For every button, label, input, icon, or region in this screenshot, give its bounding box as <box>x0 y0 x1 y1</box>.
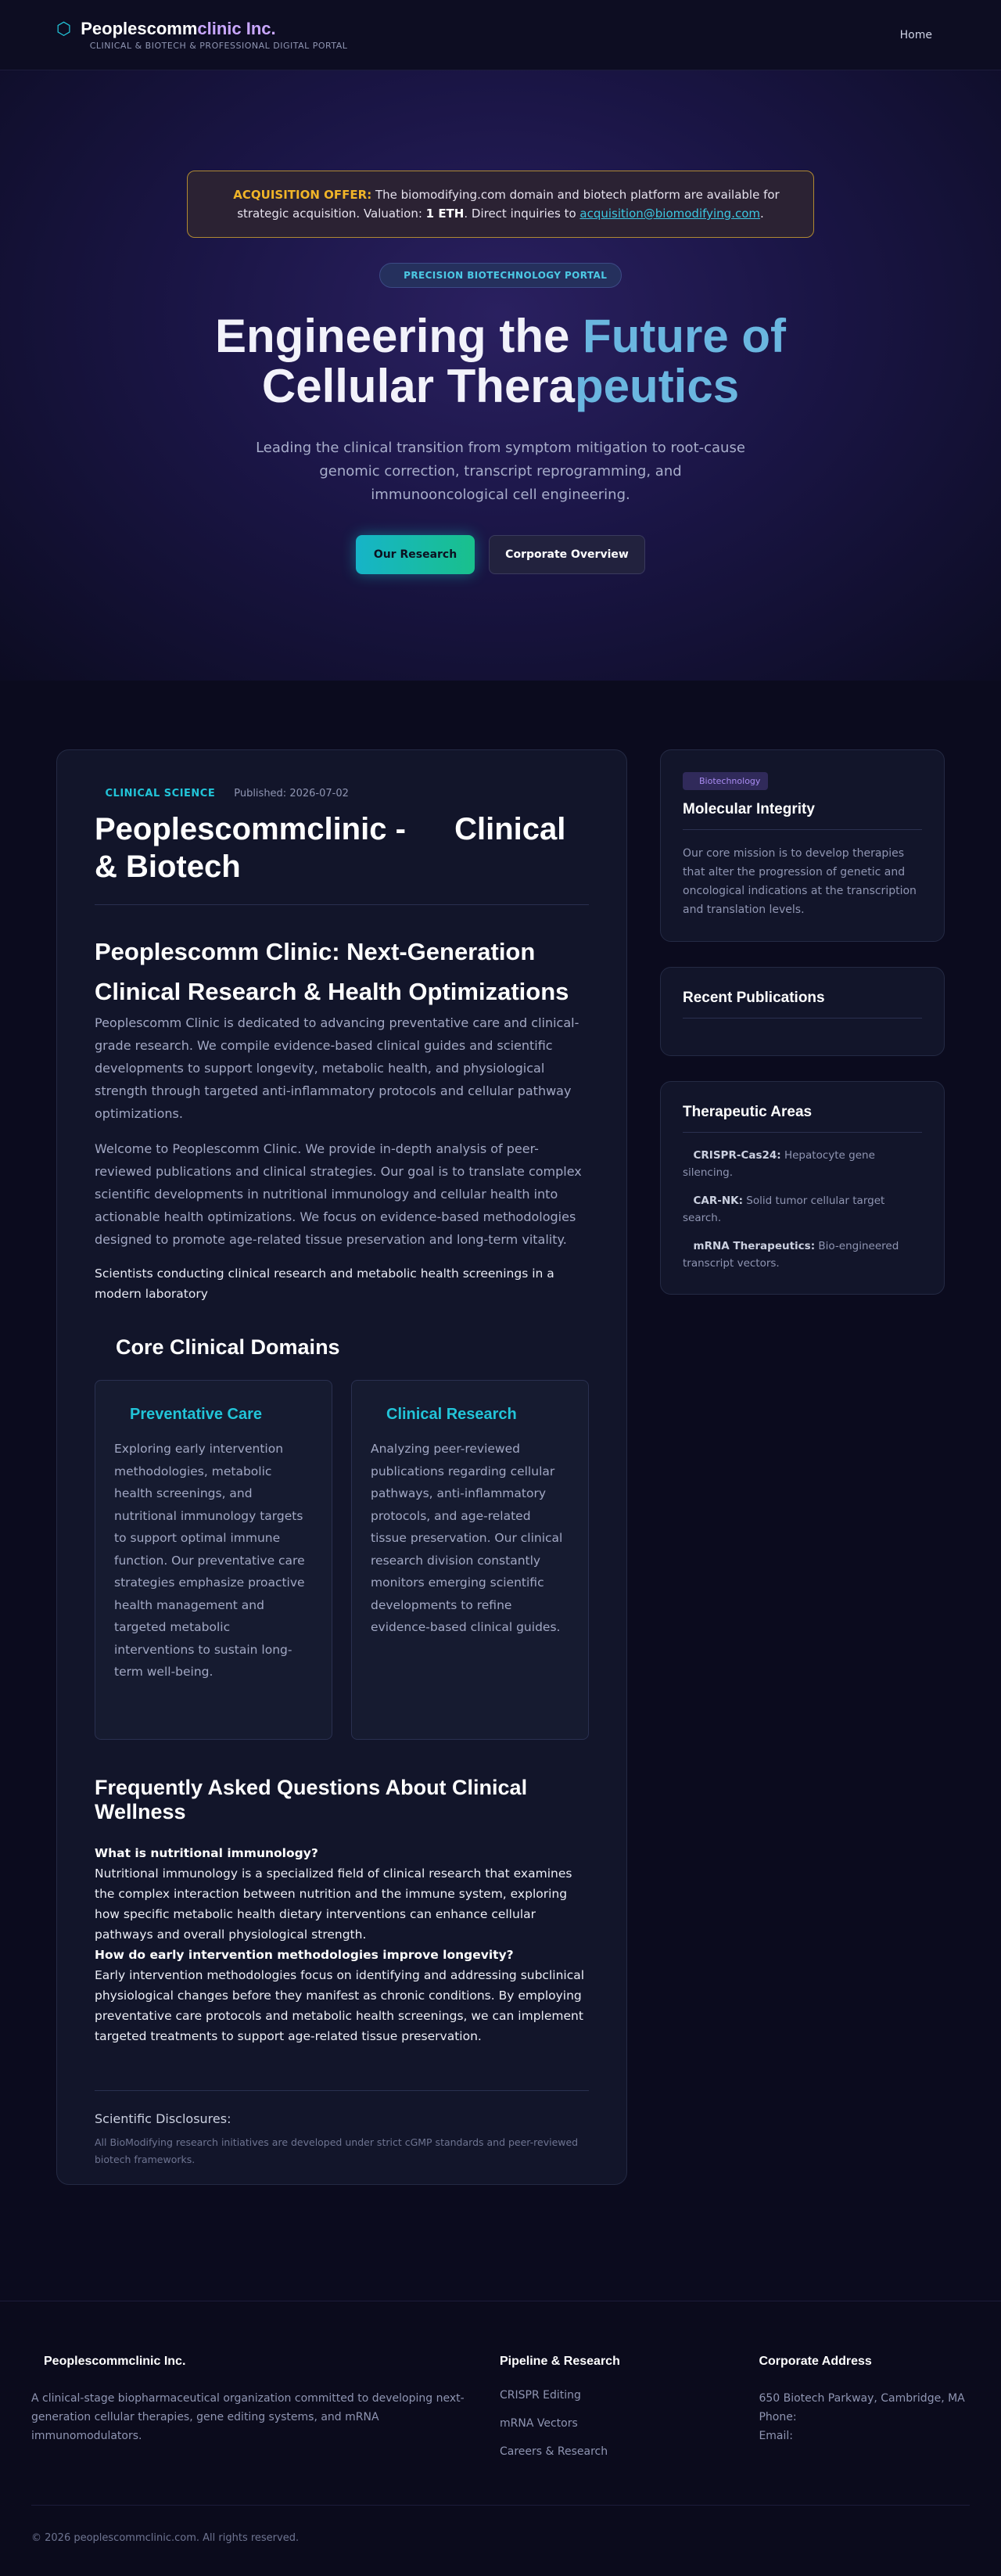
faq-question: What is nutritional immunology? <box>95 1846 318 1860</box>
widget-title: Therapeutic Areas <box>683 1104 922 1133</box>
hero-title-d: peutics <box>575 360 740 412</box>
article-image-alt-text: Scientists conducting clinical research and metabolic health screenings in a modern laboratory <box>95 1266 554 1301</box>
domain-card-title <box>371 1406 569 1424</box>
offer-tag-label: ACQUISITION OFFER: <box>233 188 372 202</box>
article-title: Peoplescommclinic - Clinical & Biotech <box>95 810 589 905</box>
domain-card-title-label: Clinical Research <box>386 1406 517 1423</box>
brand-title-part2: clinic Inc. <box>197 19 276 38</box>
faq-title: Frequently Asked Questions About Clinical Wellness <box>95 1776 528 1823</box>
nav-home-link[interactable]: Home <box>899 28 932 41</box>
domains-title-label: Core Clinical Domains <box>116 1335 340 1359</box>
article-heading: Peoplescomm Clinic: Next-Generation Clinical Research & Health Optimizations <box>95 938 569 1005</box>
hero-title-b: Future of <box>583 310 786 362</box>
faq-answer: Nutritional immunology is a specialized field of clinical research that examines the complex interaction between nutrition and the immune system, exploring how specific metabolic health dietary interventions can enhance cellular pathways and overall physiological strength. <box>95 1866 572 1942</box>
faq-answer: Early intervention methodologies focus on identifying and addressing subclinical physiological changes before they manifest as chronic conditions. By employing preventative care protocols and metabolic health screenings, we can implement targeted treatments to support age-related tissue preservation. <box>95 1968 585 2043</box>
domain-card-clinical-research <box>351 1380 589 1740</box>
copyright: © 2026 peoplescommclinic.com. All rights reserved. <box>31 2505 970 2544</box>
area-desc: Solid tumor cellular target search. <box>683 1195 885 1224</box>
therapeutic-area-item <box>683 1192 922 1227</box>
offer-end: . <box>760 207 764 221</box>
dna-icon: ⬡ <box>56 20 72 39</box>
disclosure-text: All BioModifying research initiatives are developed under strict cGMP standards and peer-reviewed biotech frameworks. <box>95 2136 579 2165</box>
brand-title-part1: Peoplescomm <box>81 19 198 38</box>
footer-address-block <box>759 2389 970 2445</box>
hero-title-c: Cellular Thera <box>261 360 576 412</box>
hero-subtitle: Leading the clinical transition from symptom mitigation to root-cause genomic correction, transcript reprogramming, and immunooncological cell engineering. <box>256 440 745 503</box>
article-category <box>95 788 215 799</box>
pill-icon <box>394 270 404 281</box>
domains-title <box>95 1335 589 1360</box>
widget-therapeutic-areas <box>660 1081 945 1295</box>
scientific-disclosures <box>95 2090 589 2168</box>
article-meta <box>95 788 589 799</box>
article-paragraph-2: Welcome to Peoplescomm Clinic. We provide in-depth analysis of peer-reviewed publications and clinical strategies. Our goal is to translate complex scientific developments in nutritional immunology and cellular health into actionable health optimizations. We focus on evidence-based methodologies designed to promote age-related tissue preservation and long-term vitality. <box>95 1141 582 1247</box>
widget-text: Our core mission is to develop therapies that alter the progression of genetic and oncological indications at the transcription and translation levels. <box>683 847 917 916</box>
domain-card-text: Analyzing peer-reviewed publications regarding cellular pathways, anti-inflammatory protocols, and age-related tissue preservation. Our clinical research division constantly monitors emerging scientific developments to refine evidence-based clinical guides. <box>371 1442 563 1634</box>
brand-text <box>81 19 347 51</box>
article-image-broken <box>95 1263 589 1304</box>
site-footer <box>0 2301 1001 2576</box>
brand[interactable] <box>56 19 347 51</box>
disclosure-title: Scientific Disclosures: <box>95 2111 231 2126</box>
article-paragraph-1: Peoplescomm Clinic is dedicated to advancing preventative care and clinical-grade research. We compile evidence-based clinical guides and scientific developments to support longevity, metabolic health, and physiological strength through targeted anti-inflammatory protocols and cellular pathway optimizations. <box>95 1015 579 1121</box>
brand-subtitle: CLINICAL & BIOTECH & PROFESSIONAL DIGITAL PORTAL <box>81 41 348 51</box>
area-bullet-icon <box>683 1149 694 1162</box>
domain-card-preventative-care <box>95 1380 332 1740</box>
domain-card-title <box>114 1406 313 1424</box>
our-research-button[interactable]: Our Research <box>356 535 475 574</box>
area-name: CAR-NK: <box>693 1195 744 1207</box>
pill-label: PRECISION BIOTECHNOLOGY PORTAL <box>404 270 608 281</box>
widget-title: Molecular Integrity <box>683 801 922 830</box>
offer-tag <box>221 188 371 202</box>
area-bullet-icon <box>683 1195 694 1207</box>
footer-brand-column <box>31 2355 500 2458</box>
widget-recent-publications <box>660 967 945 1056</box>
footer-link-mrna-vectors[interactable]: mRNA Vectors <box>500 2417 578 2430</box>
offer-text: The biomodifying.com domain and biotech platform are available for strategic acquisition. Valuation: <box>237 188 780 221</box>
corporate-overview-button[interactable]: Corporate Overview <box>489 535 645 574</box>
therapeutic-area-item <box>683 1147 922 1181</box>
site-header <box>0 0 1001 70</box>
footer-address-column <box>759 2355 970 2458</box>
hero-section <box>0 70 1001 681</box>
footer-email: Email: <box>759 2430 794 2442</box>
domain-card-text: Exploring early intervention methodologies, metabolic health screenings, and nutritional immunology targets to support optimal immune function. Our preventative care strategies emphasize proactive health management and targeted metabolic interventions to sustain long-term well-being. <box>114 1442 305 1679</box>
offer-value: 1 ETH <box>425 207 465 221</box>
footer-link-crispr-editing[interactable]: CRISPR Editing <box>500 2389 581 2402</box>
footer-pipeline-title: Pipeline & Research <box>500 2355 620 2368</box>
hero-title <box>0 311 1001 411</box>
article-category-label: CLINICAL SCIENCE <box>105 788 216 799</box>
faq-list <box>95 1843 589 2046</box>
brand-title <box>81 19 347 39</box>
article-card <box>56 749 627 2185</box>
hero-buttons <box>0 535 1001 574</box>
sidebar <box>660 749 945 2185</box>
area-bullet-icon <box>683 1240 694 1252</box>
biotechnology-chip <box>683 772 768 790</box>
widget-molecular-integrity <box>660 749 945 942</box>
area-name: CRISPR-Cas24: <box>693 1149 781 1162</box>
footer-link-careers-research[interactable]: Careers & Research <box>500 2445 608 2458</box>
footer-address: 650 Biotech Parkway, Cambridge, MA <box>759 2392 965 2405</box>
hero-title-a: Engineering the <box>215 310 583 362</box>
area-name: mRNA Therapeutics: <box>693 1240 816 1252</box>
footer-brand <box>31 2355 500 2369</box>
chip-label: Biotechnology <box>699 776 761 786</box>
main-content <box>0 681 1001 2185</box>
domain-card-title-label: Preventative Care <box>130 1406 262 1423</box>
footer-brand-icon <box>31 2355 44 2368</box>
offer-text-2: . Direct inquiries to <box>464 207 580 221</box>
article-published-date: Published: 2026-07-02 <box>234 788 349 799</box>
therapeutic-area-item <box>683 1238 922 1272</box>
footer-columns <box>31 2355 970 2458</box>
domains-grid <box>95 1380 589 1740</box>
hero-pill-badge <box>379 263 622 288</box>
footer-brand-label: Peoplescommclinic Inc. <box>44 2355 186 2368</box>
footer-pipeline-column <box>500 2355 759 2458</box>
footer-phone: Phone: <box>759 2411 797 2423</box>
widget-title: Recent Publications <box>683 990 922 1019</box>
acquisition-offer-banner <box>187 171 814 238</box>
offer-email-link[interactable]: acquisition@biomodifying.com <box>579 207 761 221</box>
area-desc: Bio-engineered transcript vectors. <box>683 1240 899 1270</box>
faq-question: How do early intervention methodologies improve longevity? <box>95 1948 514 1962</box>
footer-address-title: Corporate Address <box>759 2355 872 2368</box>
footer-description: A clinical-stage biopharmaceutical organization committed to developing next-generation cellular therapies, gene editing systems, and mRNA immunomodulators. <box>31 2392 465 2442</box>
area-desc: Hepatocyte gene silencing. <box>683 1149 875 1179</box>
